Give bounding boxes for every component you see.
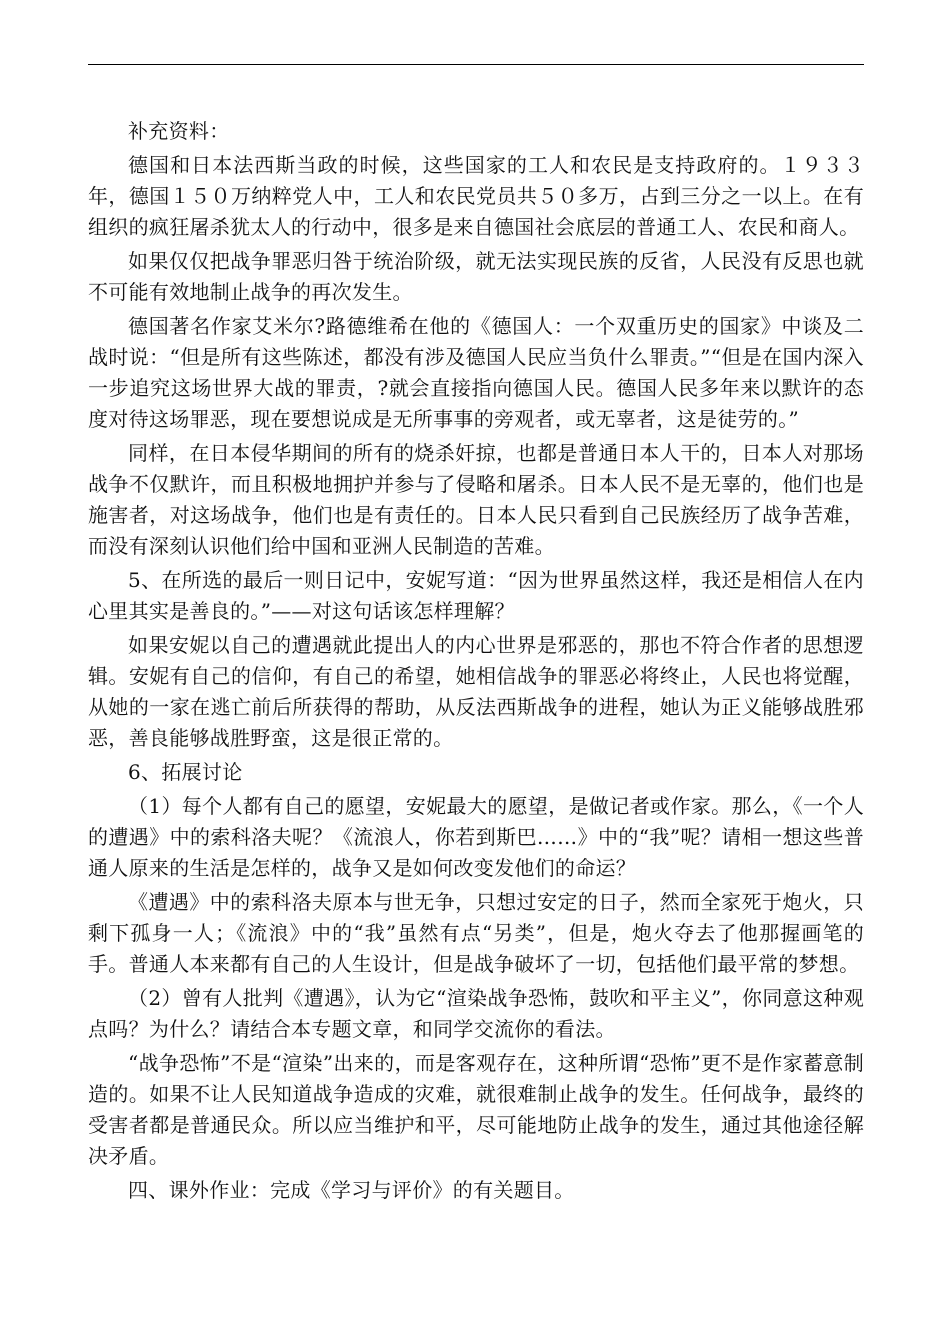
header-rule — [88, 64, 864, 65]
paragraph-supplement-heading: 补充资料： — [128, 119, 230, 143]
paragraph: 《遭遇》中的索科洛夫原本与世无争，只想过安定的日子，然而全家死于炮火，只剩下孤身一人；《流浪》中的“我”虽然有点“另类”，但是，炮火夺去了他那握画笔的手。普通人本来都有自己的人生设计，但是战争破坏了一切，包括他们最平常的梦想。 — [88, 890, 864, 976]
homework-heading: 四、课外作业：完成《学习与评价》的有关题目。 — [128, 1178, 575, 1202]
paragraph: “战争恐怖”不是“渲染”出来的，而是客观存在，这种所谓“恐怖”更不是作家蓄意制造的。如果不让人民知道战争造成的灾难，就很难制止战争的发生。任何战争，最终的受害者都是普通民众。所以应当维护和平，尽可能地防止战争的发生，通过其他途径解决矛盾。 — [88, 1051, 864, 1168]
paragraph: 如果安妮以自己的遭遇就此提出人的内心世界是邪恶的，那也不符合作者的思想逻辑。安妮有自己的信仰，有自己的希望，她相信战争的罪恶必将终止，人民也将觉醒，从她的一家在逃亡前后所获得的帮助，从反法西斯战争的进程，她认为正义能够战胜邪恶，善良能够战胜野蛮，这是很正常的。 — [88, 633, 864, 750]
question-6-1: （1）每个人都有自己的愿望，安妮最大的愿望，是做记者或作家。那么，《一个人的遭遇》中的索科洛夫呢？《流浪人，你若到斯巴……》中的“我”呢？请相一想这些普通人原来的生活是怎样的，战争又是如何改变发他们的命运？ — [88, 794, 864, 880]
section-6-heading: 6、拓展讨论 — [128, 760, 243, 784]
paragraph: 同样，在日本侵华期间的所有的烧杀奸掠，也都是普通日本人干的，日本人对那场战争不仅默许，而且积极地拥护并参与了侵略和屠杀。日本人民不是无辜的，他们也是施害者，对这场战争，他们也是有责任的。日本人民只看到自己民族经历了战争苦难，而没有深刻认识他们给中国和亚洲人民制造的苦难。 — [88, 441, 864, 558]
question-6-2: （2）曾有人批判《遭遇》，认为它“渲染战争恐怖，鼓吹和平主义”，你同意这种观点吗？为什么？请结合本专题文章，和同学交流你的看法。 — [88, 986, 864, 1041]
question-5: 5、在所选的最后一则日记中，安妮写道：“因为世界虽然这样，我还是相信人在内心里其实是善良的。”——对这句话该怎样理解？ — [88, 568, 864, 623]
document-body — [88, 116, 864, 1209]
paragraph: 如果仅仅把战争罪恶归咎于统治阶级，就无法实现民族的反省，人民没有反思也就不可能有效地制止战争的再次发生。 — [88, 249, 864, 304]
paragraph: 德国著名作家艾米尔?路德维希在他的《德国人：一个双重历史的国家》中谈及二战时说：“但是所有这些陈述，都没有涉及德国人民应当负什么罪责。”“但是在国内深入一步追究这场世界大战的罪责，?就会直接指向德国人民。德国人民多年来以默许的态度对待这场罪恶，现在要想说成是无所事事的旁观者，或无辜者，这是徒劳的。” — [88, 314, 864, 431]
paragraph: 德国和日本法西斯当政的时候，这些国家的工人和农民是支持政府的。１９３３年，德国１５０万纳粹党人中，工人和农民党员共５０多万，占到三分之一以上。在有组织的疯狂屠杀犹太人的行动中，很多是来自德国社会底层的普通工人、农民和商人。 — [88, 153, 864, 239]
